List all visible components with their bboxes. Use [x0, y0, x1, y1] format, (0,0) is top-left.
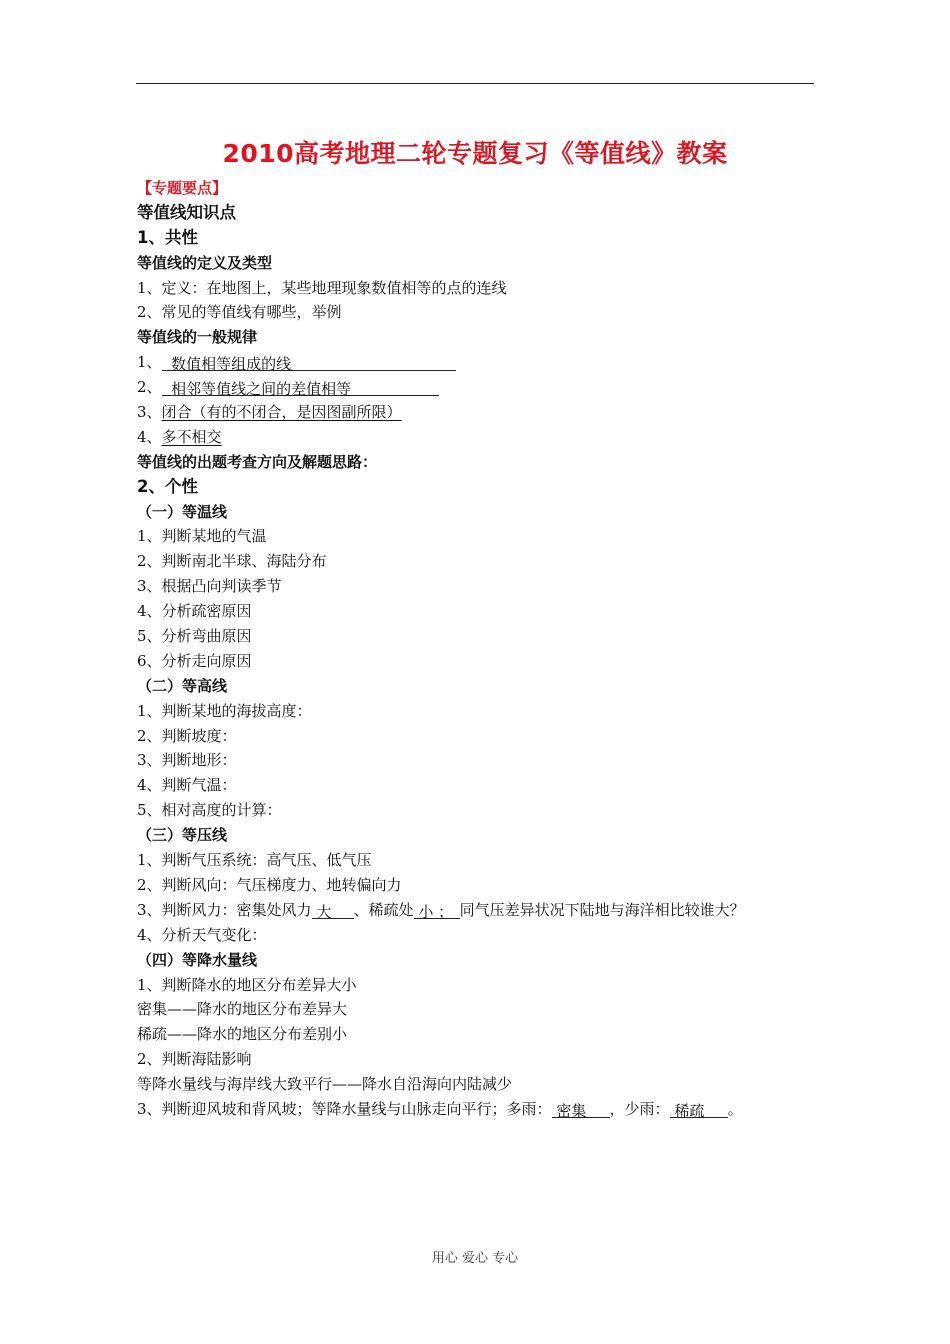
precip-item-3-end: 。 [727, 1099, 743, 1118]
answer-sparse: 小 ； [418, 902, 454, 921]
rule-text: 相邻等值线之间的差值相等 [171, 380, 352, 399]
isobar-item-1: 1、判断气压系统：高气压、低气压 [137, 851, 372, 870]
fill-blank-dry [670, 1099, 728, 1118]
isotherm-item: 5、分析弯曲原因 [137, 627, 252, 646]
rule-fill-blank [162, 377, 439, 399]
fill-blank-sparse [414, 900, 460, 919]
isobar-item-2: 2、判断风向：气压梯度力、地转偏向力 [137, 875, 402, 894]
page-footer: 用心 爱心 专心 [431, 1251, 519, 1266]
precip-item-1b: 稀疏——降水的地区分布差别小 [137, 1025, 348, 1044]
precip-item-2a: 等降水量线与海岸线大致平行——降水自沿海向内陆减少 [137, 1075, 513, 1094]
heading-contour: （二）等高线 [137, 676, 228, 695]
answer-rainy: 密集 [556, 1101, 587, 1120]
rule-number: 1、 [137, 353, 162, 372]
heading-isotherm: （一）等温线 [137, 502, 228, 521]
rule-fill-blank [162, 352, 456, 374]
isotherm-item: 6、分析走向原因 [137, 651, 252, 670]
precip-item-3 [137, 1097, 837, 1122]
header-rule [136, 83, 814, 84]
rule-item-4 [137, 425, 837, 450]
heading-precipitation: （四）等降水量线 [137, 950, 258, 969]
fill-blank-dense [312, 900, 354, 919]
isotherm-item: 3、根据凸向判读季节 [137, 577, 282, 596]
isobar-item-3-mid: 、稀疏处 [353, 900, 414, 919]
contour-item: 1、判断某地的海拔高度： [137, 701, 312, 720]
rule-text: 数值相等组成的线 [171, 355, 292, 374]
heading-rules: 等值线的一般规律 [137, 328, 258, 347]
isobar-item-3 [137, 898, 837, 923]
isobar-item-3-text: 3、判断风力：密集处风力 [137, 900, 312, 919]
isobar-item-4: 4、分析天气变化： [137, 925, 267, 944]
precip-item-1: 1、判断降水的地区分布差异大小 [137, 975, 357, 994]
document-title: 2010高考地理二轮专题复习《等值线》教案 [222, 139, 728, 168]
heading-common: 1、共性 [137, 227, 198, 247]
contour-item: 3、判断地形： [137, 751, 237, 770]
heading-individual: 2、个性 [137, 476, 198, 496]
heading-knowledge: 等值线知识点 [137, 202, 236, 222]
contour-item: 4、判断气温： [137, 776, 237, 795]
heading-isobar: （三）等压线 [137, 826, 228, 845]
def-item-1: 1、定义：在地图上，某些地理现象数值相等的点的连线 [137, 278, 507, 297]
rule-number: 2、 [137, 378, 162, 397]
rule-text: 闭合（有的不闭合，是因图副所限） [161, 403, 402, 422]
isotherm-item: 2、判断南北半球、海陆分布 [137, 552, 327, 571]
rule-number: 3、 [137, 403, 162, 422]
heading-exam-direction: 等值线的出题考查方向及解题思路： [137, 452, 378, 471]
precip-item-3-text: 3、判断迎风坡和背风坡；等降水量线与山脉走向平行；多雨： [137, 1099, 552, 1118]
precip-item-2: 2、判断海陆影响 [137, 1050, 252, 1069]
rule-item-1 [137, 350, 837, 375]
rule-number: 4、 [137, 427, 162, 446]
heading-def-types: 等值线的定义及类型 [137, 253, 273, 272]
answer-dense: 大 [316, 902, 332, 921]
contour-item: 5、相对高度的计算： [137, 801, 282, 820]
precip-item-1a: 密集——降水的地区分布差异大 [137, 1000, 348, 1019]
document-body [137, 176, 837, 1122]
answer-dry: 稀疏 [674, 1101, 705, 1120]
isotherm-item: 4、分析疏密原因 [137, 602, 252, 621]
isotherm-item: 1、判断某地的气温 [137, 527, 267, 546]
rule-item-2 [137, 375, 837, 400]
def-item-2: 2、常见的等值线有哪些，举例 [137, 303, 342, 322]
rule-item-3 [137, 400, 837, 425]
precip-item-3-mid: ，少雨： [609, 1099, 670, 1118]
rule-text: 多不相交 [161, 427, 222, 446]
isobar-item-3-question: 同气压差异状况下陆地与海洋相比较谁大？ [459, 900, 745, 919]
section-bracket-heading: 【专题要点】 [137, 179, 228, 197]
contour-item: 2、判断坡度： [137, 726, 237, 745]
fill-blank-rainy [552, 1099, 610, 1118]
